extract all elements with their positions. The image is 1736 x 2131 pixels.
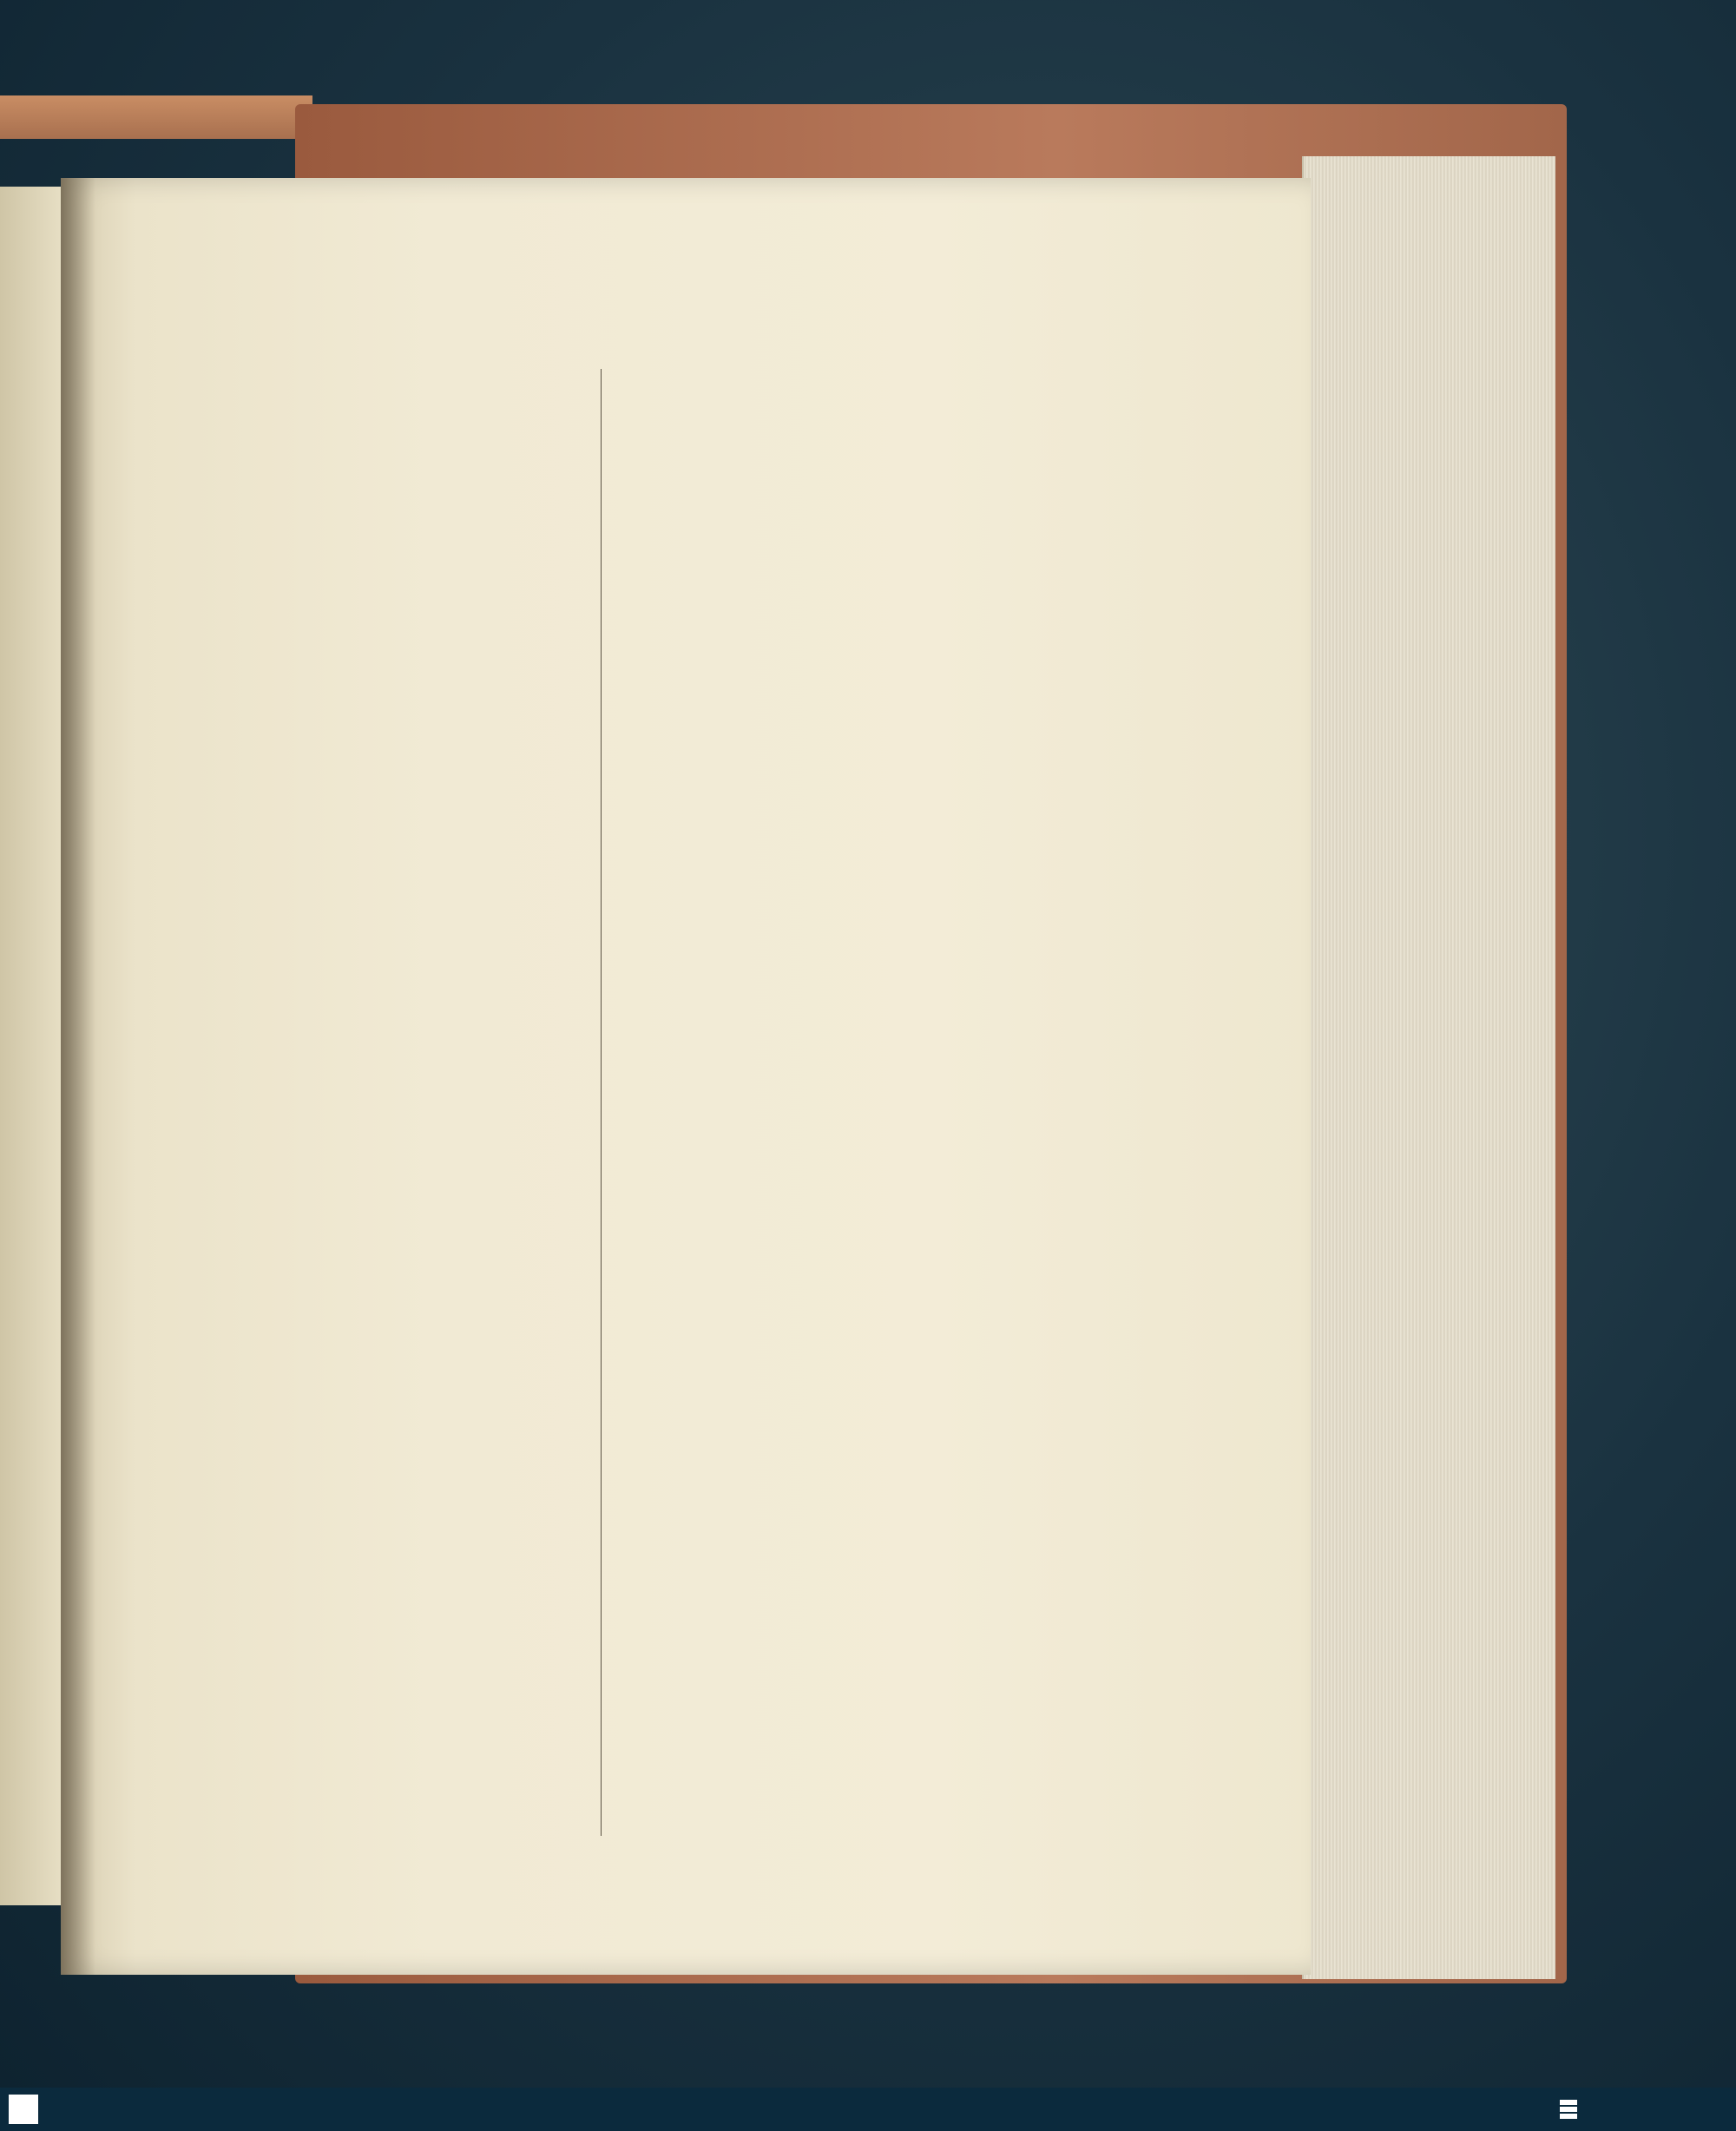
running-header <box>0 312 1736 347</box>
facing-page-edge <box>0 187 68 1905</box>
page-sheet <box>61 178 1311 1975</box>
page-fore-edge <box>1302 156 1555 1979</box>
book-spine-binding <box>0 95 312 139</box>
page-gutter-shadow <box>61 178 95 1975</box>
viewer-footer-bar <box>0 2088 1736 2131</box>
column-divider <box>601 369 602 1836</box>
right-text-column <box>618 368 1137 380</box>
blb-logo-icon[interactable] <box>9 2095 38 2124</box>
baden-wuerttemberg-lions-icon <box>1557 2096 1580 2122</box>
